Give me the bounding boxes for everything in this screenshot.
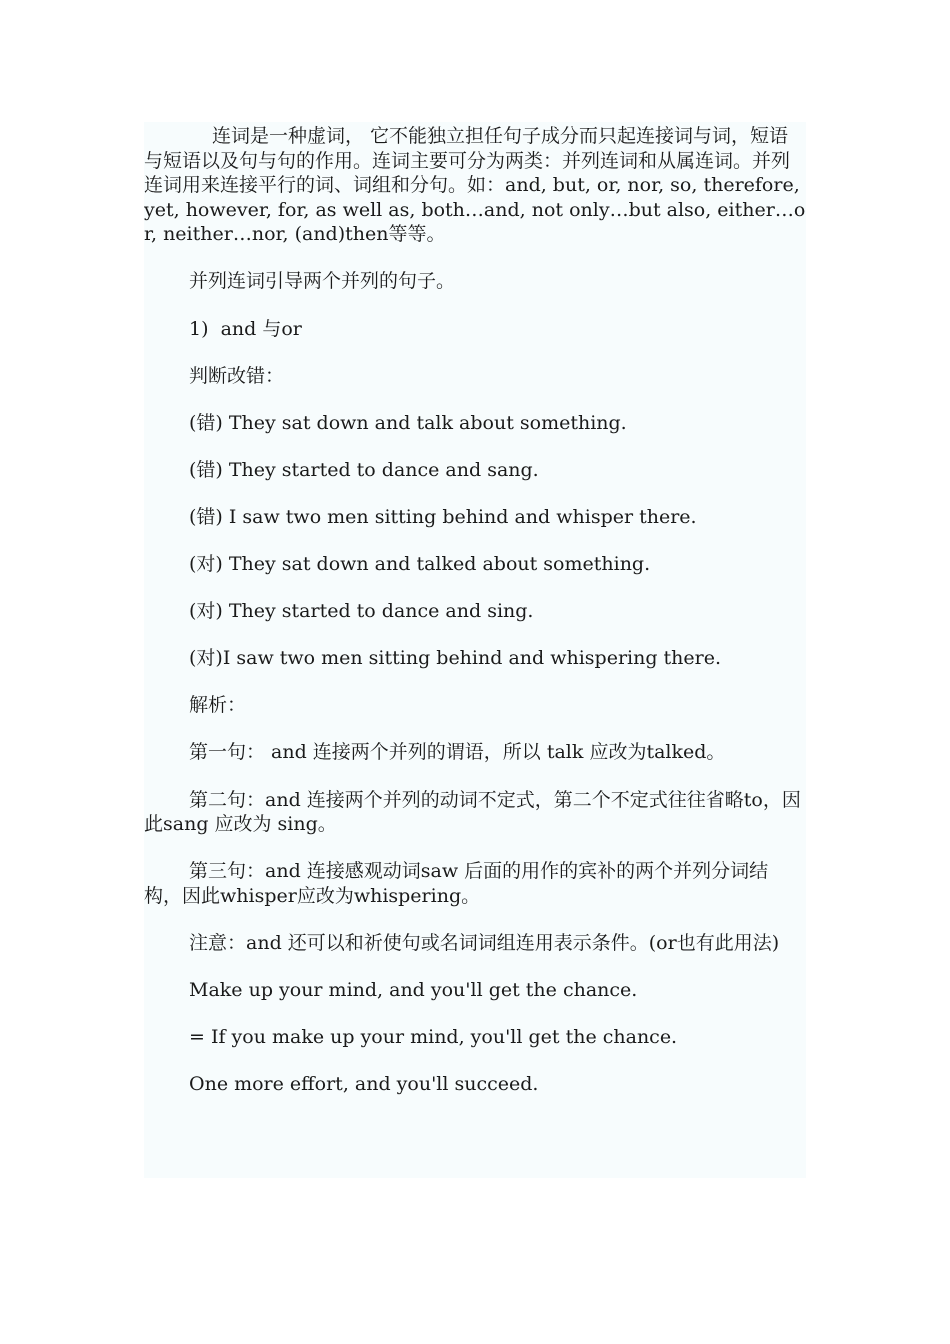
example-wrong-2: (错) They started to dance and sang. bbox=[189, 458, 539, 481]
example-condition-1: Make up your mind, and you'll get the chance. bbox=[189, 978, 638, 1001]
paragraph-coordinating-intro: 并列连词引导两个并列的句子。 bbox=[189, 270, 456, 293]
example-wrong-1: (错) They sat down and talk about something. bbox=[189, 411, 627, 434]
intro-paragraph: 连词是一种虚词， 它不能独立担任句子成分而只起连接词与词，短语与短语以及句与句的作用。连词主要可分为两类：并列连词和从属连词。并列连词用来连接平行的词、词组和分句。如：and, but, or, nor, so, therefore, yet, however, for, as well as, both…and, not only…but also, either…or, neither…nor, (and)then等等。 bbox=[144, 125, 806, 246]
example-condition-3: One more effort, and you'll succeed. bbox=[189, 1073, 539, 1096]
note-paragraph: 注意：and 还可以和祈使句或名词词组连用表示条件。(or也有此用法) bbox=[189, 931, 780, 954]
section-heading-and-or: 1) and 与or bbox=[189, 317, 302, 340]
analysis-heading: 解析： bbox=[189, 694, 247, 717]
analysis-3: 第三句：and 连接感观动词saw 后面的用作的宾补的两个并列分词结构，因此whisper应改为whispering。 bbox=[144, 860, 769, 907]
example-right-1: (对) They sat down and talked about something. bbox=[189, 553, 651, 576]
analysis-1: 第一句： and 连接两个并列的谓语，所以 talk 应改为talked。 bbox=[189, 741, 726, 764]
document-body bbox=[144, 122, 806, 1178]
example-condition-2: = If you make up your mind, you'll get the chance. bbox=[189, 1026, 678, 1049]
example-right-2: (对) They started to dance and sing. bbox=[189, 600, 534, 623]
exercise-heading: 判断改错： bbox=[189, 364, 285, 387]
example-wrong-3: (错) I saw two men sitting behind and whisper there. bbox=[189, 505, 697, 528]
example-right-3: (对)I saw two men sitting behind and whispering there. bbox=[189, 647, 722, 670]
analysis-2: 第二句：and 连接两个并列的动词不定式，第二个不定式往往省略to，因此sang 应改为 sing。 bbox=[144, 788, 801, 836]
